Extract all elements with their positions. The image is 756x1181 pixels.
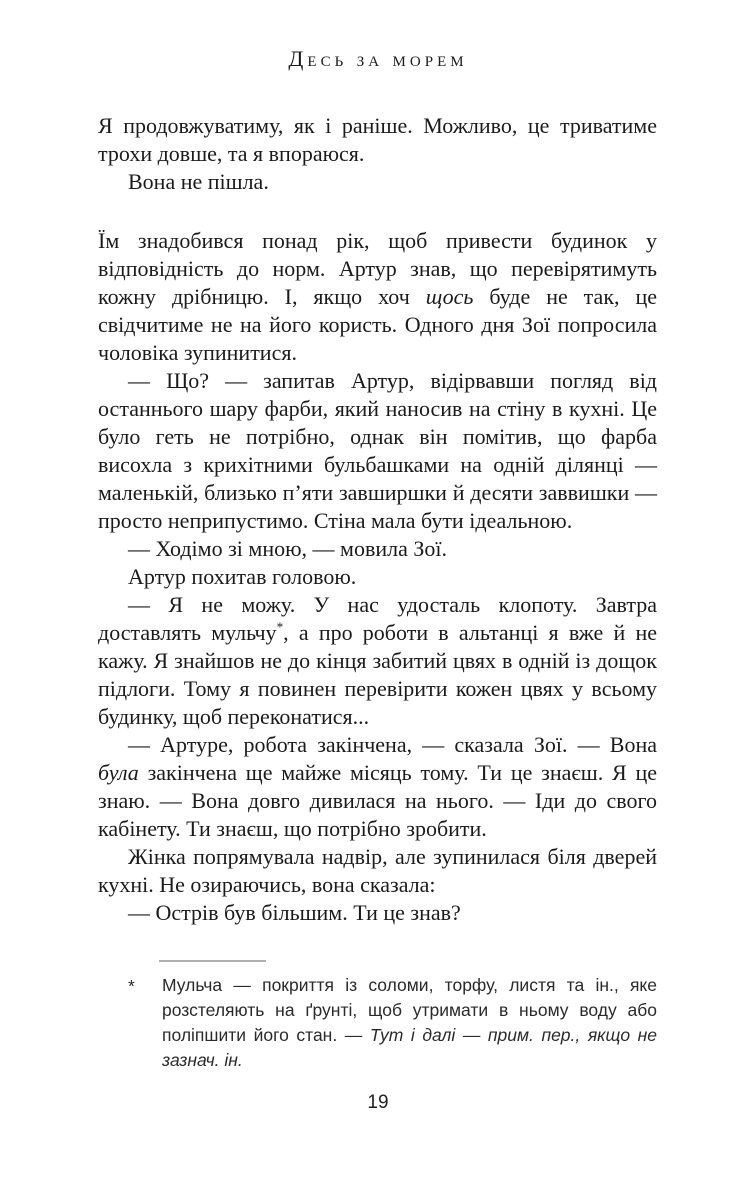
- running-header: Десь за морем: [288, 46, 468, 71]
- text-segment: — Що? — запитав Артур, відірвавши погляд від останнього шару фарби, який наносив на стіну в кухні. Це було геть не потрібно, однак він помітив, що фарба висохла з крихітними бульбашками на одній ділянці — маленькій, близько п’яти завширшки й десяти заввишки — просто неприпустимо. Стіна мала бути ідеальною.: [98, 368, 657, 533]
- text-segment: закінчена ще майже місяць тому. Ти це знаєш. Я це знаю. — Вона довго дивилася на нього. — Іди до свого кабінету. Ти знаєш, що потрібно зробити.: [98, 760, 657, 841]
- text-segment: Жінка попрямувала надвір, але зупинилася біля дверей кухні. Не озираючись, вона сказала:: [98, 844, 657, 897]
- paragraph: [98, 367, 657, 535]
- paragraph: [98, 899, 657, 927]
- text-segment: Їм знадобився понад рік, щоб привести будинок у відповідність до норм. Артур знав, що перевірятимуть кожну дрібницю. І, якщо хоч: [98, 228, 657, 309]
- paragraph: [98, 112, 657, 168]
- footnote-area: [98, 960, 657, 1073]
- footnote-separator: [159, 960, 266, 962]
- text-segment: Артур похитав головою.: [128, 564, 357, 589]
- text-segment: щось: [425, 284, 474, 309]
- text-segment: — Ходімо зі мною, — мовила Зої.: [128, 536, 447, 561]
- footnote-marker: *: [128, 976, 135, 996]
- text-segment: *: [276, 619, 284, 635]
- paragraph: [98, 227, 657, 367]
- text-segment: Вона не пішла.: [128, 169, 269, 194]
- paragraph: [98, 563, 657, 591]
- footnote: [98, 973, 657, 1073]
- text-segment: — Тут і далі — прим. пер., якщо не зазнач. ін.: [162, 1025, 657, 1070]
- paragraph: [98, 843, 657, 899]
- page-number: 19: [367, 1092, 389, 1113]
- footnote-text: [162, 975, 657, 1070]
- paragraph: [98, 591, 657, 731]
- text-segment: — Артуре, робота закінчена, — сказала Зої. — Вона: [128, 732, 657, 757]
- text-segment: Мульча — покриття із соломи, торфу, листя та ін., яке розстеляють на ґрунті, щоб утримати в ньому воду або поліпшити його стан.: [162, 975, 657, 1045]
- paragraph: [98, 731, 657, 843]
- text-segment: — Острів був більшим. Ти це знав?: [128, 900, 461, 925]
- paragraph: [98, 535, 657, 563]
- text-segment: була: [98, 760, 139, 785]
- text-segment: Я продовжуватиму, як і раніше. Можливо, це триватиме трохи довше, та я впораюся.: [98, 113, 657, 166]
- paragraph: [98, 168, 657, 196]
- body-text: [98, 112, 657, 927]
- text-segment: — Я не можу. У нас удосталь клопоту. Завтра доставлять мульчу: [98, 592, 657, 645]
- text-segment: буде не так, це свідчитиме не на його користь. Одного дня Зої попросила чоловіка зупинитися.: [98, 284, 657, 365]
- text-segment: , а про роботи в альтанці я вже й не кажу. Я знайшов не до кінця забитий цвях в одній із дощок підлоги. Тому я повинен перевірити кожен цвях у всьому будинку, щоб переконатися...: [98, 620, 657, 729]
